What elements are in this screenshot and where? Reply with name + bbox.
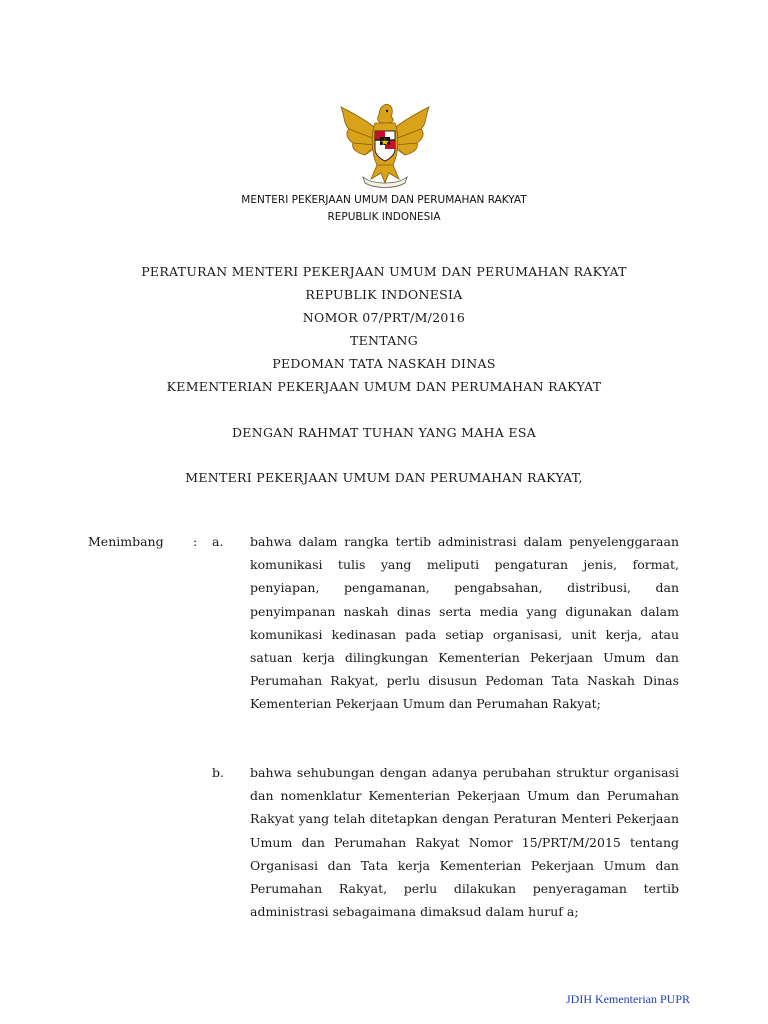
item-marker-b: b. bbox=[212, 765, 224, 780]
considering-item-a: bahwa dalam rangka tertib administrasi dalam penyelenggaraan komunikasi tulis yang meliputi pengaturan jenis, format, penyiapan, pengamanan, pengabsahan, distribusi, dan penyimpanan naskah dinas serta media yang digunakan dalam komunikasi kedinasan pada setiap organisasi, unit kerja, atau satuan kerja dilingkungan Kementerian Pekerjaan Umum dan Perumahan Rakyat, perlu disusun Pedoman Tata Naskah Dinas Kementerian Pekerjaan Umum dan Perumahan Rakyat; bbox=[250, 534, 679, 712]
garuda-emblem-icon bbox=[335, 93, 435, 193]
regulation-subject-line2: KEMENTERIAN PEKERJAAN UMUM DAN PERUMAHAN RAKYAT bbox=[166, 379, 602, 394]
preamble-blessing: DENGAN RAHMAT TUHAN YANG MAHA ESA bbox=[231, 425, 537, 440]
regulation-subject-line1: PEDOMAN TATA NASKAH DINAS bbox=[272, 356, 496, 371]
item-marker-a: a. bbox=[212, 534, 224, 549]
ministry-country: REPUBLIK INDONESIA bbox=[327, 211, 441, 223]
regulation-title-line1: PERATURAN MENTERI PEKERJAAN UMUM DAN PERUMAHAN RAKYAT bbox=[141, 264, 627, 279]
considering-colon: : bbox=[193, 534, 198, 549]
considering-label: Menimbang bbox=[88, 534, 164, 549]
regulation-title-line2: REPUBLIK INDONESIA bbox=[305, 287, 463, 302]
regulation-about: TENTANG bbox=[349, 333, 419, 348]
preamble-issuer: MENTERI PEKERJAAN UMUM DAN PERUMAHAN RAKYAT, bbox=[185, 470, 583, 485]
considering-item-b: bahwa sehubungan dengan adanya perubahan struktur organisasi dan nomenklatur Kementerian Pekerjaan Umum dan Perumahan Rakyat yang telah ditetapkan dengan Peraturan Menteri Pekerjaan Umum dan Perumahan Rakyat Nomor 15/PRT/M/2015 tentang Organisasi dan Tata kerja Kementerian Pekerjaan Umum dan Perumahan Rakyat, perlu dilakukan penyeragaman tertib administrasi sebagaimana dimaksud dalam huruf a; bbox=[250, 765, 679, 920]
regulation-number: NOMOR 07/PRT/M/2016 bbox=[302, 310, 466, 325]
footer-source-link[interactable]: JDIH Kementerian PUPR bbox=[566, 992, 690, 1006]
ministry-name: MENTERI PEKERJAAN UMUM DAN PERUMAHAN RAKYAT bbox=[241, 194, 527, 206]
